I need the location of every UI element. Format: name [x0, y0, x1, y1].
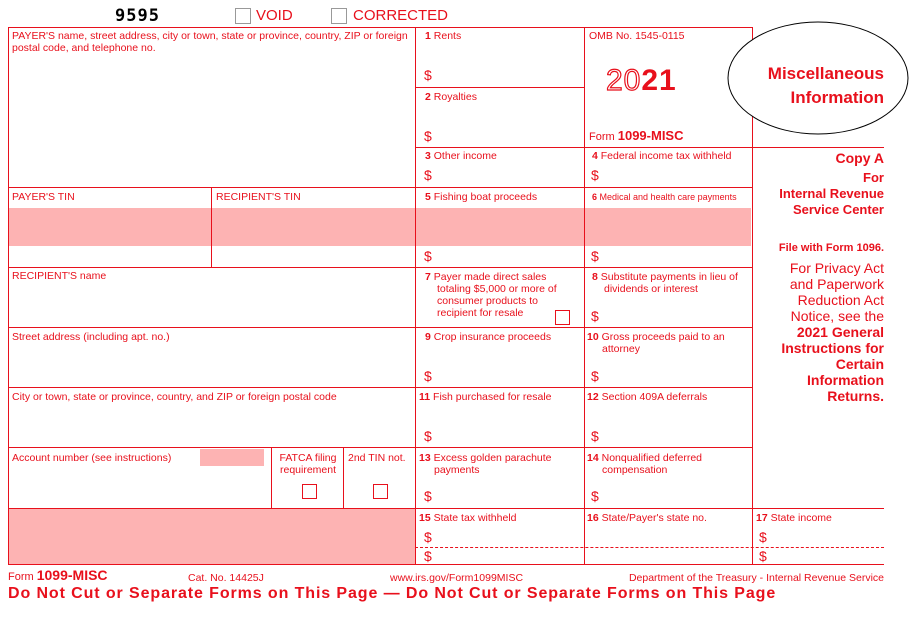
payer-name-label: PAYER'S name, street address, city or town, state or province, country, ZIP or foreign postal code, and telephone no. [12, 30, 408, 54]
privacy-line4: Notice, see the [790, 308, 884, 324]
box5-dollar: $ [424, 248, 432, 264]
box17-dollar-2: $ [759, 548, 767, 564]
box7-checkbox[interactable] [555, 310, 570, 325]
box12-num: 12 [587, 391, 599, 403]
box11-dollar: $ [424, 428, 432, 444]
omb-form-name-bold: 1099-MISC [617, 128, 684, 143]
box3-label [425, 150, 497, 162]
box13-dollar: $ [424, 488, 432, 504]
box4-label [592, 150, 732, 162]
box10-text: Gross proceeds paid to an attorney [601, 331, 725, 355]
box16-label [587, 512, 707, 524]
box6-text: Medical and health care payments [599, 192, 737, 202]
box6-label [592, 191, 737, 203]
recipient-name-label: RECIPIENT'S name [12, 270, 107, 282]
omb-form-prefix: Form [589, 131, 615, 143]
box2-text: Royalties [433, 91, 477, 103]
city-label: City or town, state or province, country, and ZIP or foreign postal code [12, 391, 337, 403]
tax-year-prefix: 20 [606, 64, 642, 97]
box14-num: 14 [587, 452, 599, 464]
box17-dollar-1: $ [759, 529, 767, 545]
privacy-line1: For Privacy Act [789, 260, 884, 276]
state-info-shade [9, 508, 415, 564]
box17-num: 17 [756, 512, 768, 524]
box3-num: 3 [425, 150, 431, 162]
street-address-label: Street address (including apt. no.) [12, 331, 170, 343]
footer-form [8, 567, 108, 583]
box1-num: 1 [425, 30, 431, 42]
box14-text: Nonqualified deferred compensation [601, 452, 703, 476]
box3-dollar: $ [424, 167, 432, 183]
account-number-field[interactable] [200, 449, 264, 466]
tax-year-suffix: 21 [641, 64, 677, 97]
omb-form-name [589, 128, 683, 143]
box11-label [419, 391, 552, 403]
footer-url[interactable]: www.irs.gov/Form1099MISC [390, 572, 524, 584]
payer-tin-field[interactable] [9, 208, 211, 246]
form-code: 9595 [115, 6, 160, 26]
title-line2: Information [790, 88, 884, 107]
box15-num: 15 [419, 512, 431, 524]
box13-text: Excess golden parachute payments [433, 452, 552, 476]
box11-text: Fish purchased for resale [433, 391, 552, 403]
box2-label [425, 91, 477, 103]
box9-dollar: $ [424, 368, 432, 384]
payer-tin-label: PAYER'S TIN [12, 191, 75, 203]
box4-dollar: $ [591, 167, 599, 183]
corrected-checkbox[interactable] [331, 8, 347, 24]
box2-num: 2 [425, 91, 431, 103]
instr-line4: Information [807, 372, 884, 388]
box8-text: Substitute payments in lieu of dividends or interest [600, 271, 738, 295]
void-checkbox[interactable] [235, 8, 251, 24]
box10-label [587, 331, 764, 355]
box15-dollar-1: $ [424, 529, 432, 545]
box10-num: 10 [587, 331, 599, 343]
privacy-line3: Reduction Act [797, 292, 884, 308]
instr-line3: Certain [835, 356, 884, 372]
box5-num: 5 [425, 191, 431, 203]
title-line1: Miscellaneous [767, 64, 884, 83]
box9-num: 9 [425, 331, 431, 343]
box8-label [592, 271, 764, 295]
box17-text: State income [770, 512, 832, 524]
instr-line5: Returns. [827, 388, 884, 404]
box1-label [425, 30, 461, 42]
recipient-tin-field[interactable] [212, 208, 415, 246]
box6-num: 6 [592, 192, 598, 202]
box8-num: 8 [592, 271, 598, 283]
box9-label [425, 331, 551, 343]
box15-text: State tax withheld [433, 512, 517, 524]
tin2-checkbox[interactable] [373, 484, 388, 499]
privacy-line2: and Paperwork [789, 276, 884, 292]
box5-text: Fishing boat proceeds [433, 191, 538, 203]
omb-number: OMB No. 1545-0115 [589, 30, 685, 42]
footer-form-name: 1099-MISC [36, 567, 108, 583]
box1-text: Rents [433, 30, 462, 42]
box15-label [419, 512, 517, 524]
box16-text: State/Payer's state no. [601, 512, 707, 524]
instr-line2: Instructions for [781, 340, 884, 356]
box7-text: Payer made direct sales totaling $5,000 or more of consumer products to recipient for resale [433, 271, 557, 319]
box7-num: 7 [425, 271, 431, 283]
void-label: VOID [256, 7, 293, 24]
box12-dollar: $ [591, 428, 599, 444]
footer-cat-no: Cat. No. 14425J [188, 572, 264, 584]
box15-dollar-2: $ [424, 548, 432, 564]
box4-text: Federal income tax withheld [600, 150, 732, 162]
box1-dollar: $ [424, 67, 432, 83]
box12-text: Section 409A deferrals [601, 391, 708, 403]
corrected-label: CORRECTED [353, 7, 449, 24]
tax-year [606, 64, 677, 98]
box5-label [425, 191, 537, 203]
footer-warning: Do Not Cut or Separate Forms on This Page — Do Not Cut or Separate Forms on This Page [8, 585, 777, 602]
file-with: File with Form 1096. [778, 242, 884, 254]
box5-shade [416, 208, 584, 246]
fatca-checkbox[interactable] [302, 484, 317, 499]
box10-dollar: $ [591, 368, 599, 384]
box6-shade [585, 208, 751, 246]
account-number-label: Account number (see instructions) [12, 452, 172, 464]
irs-line2: Service Center [792, 202, 884, 217]
box17-label [756, 512, 832, 524]
box14-label [587, 452, 762, 476]
box12-label [587, 391, 707, 403]
copy-a: Copy A [835, 150, 884, 166]
box16-num: 16 [587, 512, 599, 524]
box8-dollar: $ [591, 308, 599, 324]
box3-text: Other income [433, 150, 497, 162]
instr-line1: 2021 General [796, 324, 884, 340]
box4-num: 4 [592, 150, 598, 162]
footer-form-prefix: Form [8, 571, 34, 583]
tin2-label: 2nd TIN not. [348, 452, 406, 464]
box11-num: 11 [419, 391, 431, 403]
irs-line1: Internal Revenue [779, 186, 884, 201]
box14-dollar: $ [591, 488, 599, 504]
for-label: For [863, 170, 884, 185]
sidebar [755, 150, 884, 404]
box13-label [419, 452, 594, 476]
footer-dept: Department of the Treasury - Internal Revenue Service [628, 572, 884, 584]
fatca-label: FATCA filing requirement [279, 452, 337, 476]
box2-dollar: $ [424, 128, 432, 144]
recipient-tin-label: RECIPIENT'S TIN [216, 191, 301, 203]
box13-num: 13 [419, 452, 431, 464]
box9-text: Crop insurance proceeds [433, 331, 552, 343]
box6-dollar: $ [591, 248, 599, 264]
